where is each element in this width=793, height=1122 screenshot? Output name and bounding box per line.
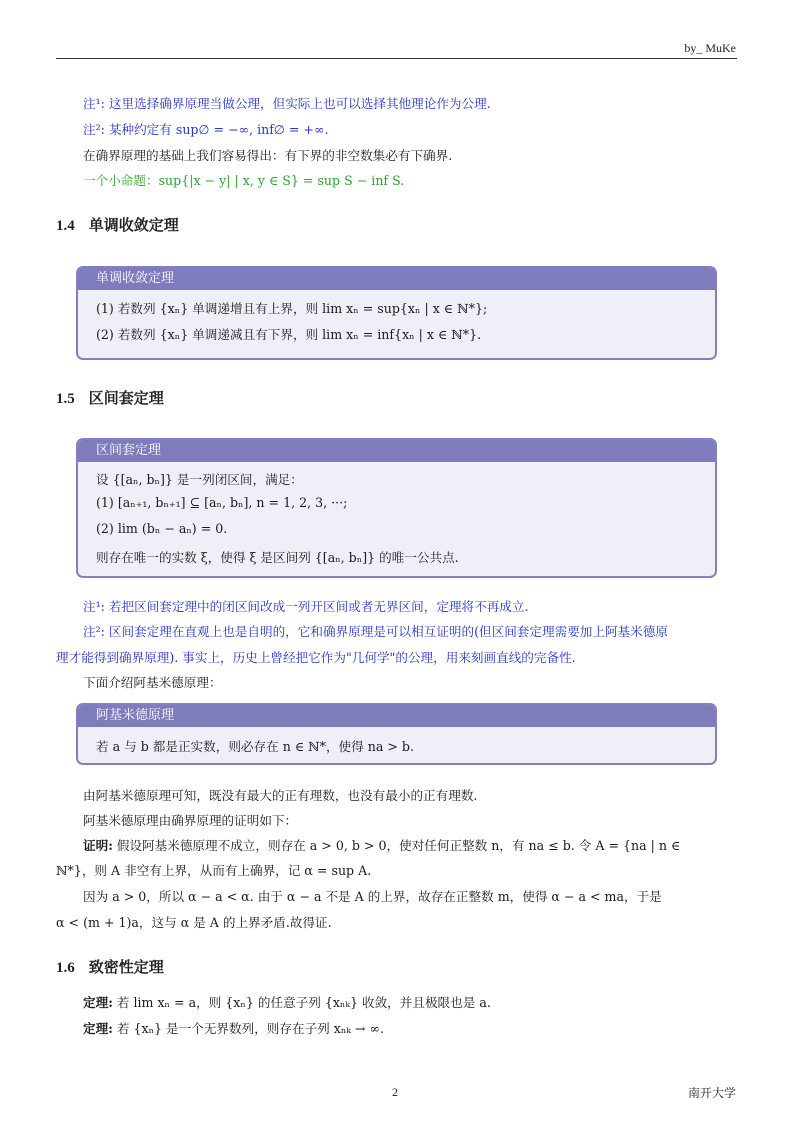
- section-heading-1-4: [56, 214, 179, 235]
- proof-line-4: α < (m + 1)a，这与 α 是 A 的上界矛盾.故得证.: [56, 915, 332, 930]
- note-1-axiom: 注¹: 这里选择确界原理当做公理，但实际上也可以选择其他理论作为公理.: [83, 96, 491, 111]
- footer-university: 南开大学: [687, 1086, 736, 1100]
- note-1-open-interval: 注¹: 若把区间套定理中的闭区间改成一列开区间或者无界区间，定理将不再成立.: [83, 599, 529, 614]
- theorem-line-1: 设 {[aₙ, bₙ]} 是一列闭区间，满足：: [96, 472, 303, 487]
- theorem-line-1: (1) 若数列 {xₙ} 单调递增且有上界，则 lim xₙ = sup{xₙ | x ∈ ℕ*};: [96, 301, 488, 316]
- theorem-box-archimedes: [76, 703, 717, 765]
- theorem-line-1: 若 a 与 b 都是正实数，则必存在 n ∈ ℕ*，使得 na > b.: [96, 739, 414, 754]
- theorem-line-3: (2) lim (bₙ − aₙ) = 0.: [96, 521, 228, 536]
- note-2-convention: 注²: 某种约定有 sup∅ = −∞, inf∅ = +∞.: [83, 122, 329, 137]
- section-number: 1.5: [56, 391, 75, 407]
- section-heading-1-5: [56, 387, 164, 408]
- theorem-text: 若 {xₙ} 是一个无界数列，则存在子列 xₙₖ → ∞.: [116, 1021, 384, 1036]
- theorem-line-2: (2) 若数列 {xₙ} 单调递减且有下界，则 lim xₙ = inf{xₙ | x ∈ ℕ*}.: [96, 327, 482, 342]
- section-number: 1.4: [56, 218, 75, 234]
- section-heading-1-6: [56, 956, 164, 977]
- theorem-box-title: 单调收敛定理: [78, 268, 715, 290]
- proof-line-2: ℕ*}，则 A 非空有上界，从而有上确界，记 α = sup A.: [56, 863, 372, 878]
- theorem-box-title: 阿基米德原理: [78, 705, 715, 727]
- text-inf-principle: 在确界原理的基础上我们容易得出：有下界的非空数集必有下确界.: [83, 148, 453, 163]
- theorem-text: 若 lim xₙ = a，则 {xₙ} 的任意子列 {xₙₖ} 收敛，并且极限也是 a.: [116, 995, 491, 1010]
- paragraph-rationals: 由阿基米德原理可知，既没有最大的正有理数，也没有最小的正有理数.: [83, 788, 478, 803]
- proof-text-1: 假设阿基米德原理不成立，则存在 a > 0, b > 0，使对任何正整数 n，有 na ≤ b. 令 A = {na | n ∈: [116, 838, 681, 853]
- header-rule: [56, 58, 737, 59]
- header-author: by_ MuKe: [684, 41, 736, 55]
- theorem-label: 定理:: [83, 1021, 113, 1036]
- section-title: 区间套定理: [88, 389, 164, 407]
- theorem-line-2: (1) [aₙ₊₁, bₙ₊₁] ⊆ [aₙ, bₙ], n = 1, 2, 3, ···;: [96, 495, 348, 510]
- section-title: 单调收敛定理: [88, 216, 179, 234]
- paragraph-proof-intro: 阿基米德原理由确界原理的证明如下：: [83, 813, 298, 828]
- small-proposition: 一个小命题：sup{|x − y| | x, y ∈ S} = sup S − inf S.: [83, 173, 405, 188]
- proof-line-1: [83, 835, 737, 854]
- theorem-label: 定理:: [83, 995, 113, 1010]
- dense-theorem-1: [83, 992, 737, 1011]
- page-number: 2: [392, 1085, 398, 1099]
- note-2-line-a: 注²: 区间套定理在直观上也是自明的，它和确界原理是可以相互证明的(但区间套定理需要加上阿基米德原: [83, 624, 668, 639]
- intro-archimedes: 下面介绍阿基米德原理：: [83, 675, 222, 690]
- section-title: 致密性定理: [88, 958, 164, 976]
- theorem-box-title: 区间套定理: [78, 440, 715, 462]
- section-number: 1.6: [56, 960, 75, 976]
- proof-line-3: 因为 a > 0，所以 α − a < α. 由于 α − a 不是 A 的上界，故存在正整数 m，使得 α − a < ma，于是: [83, 889, 662, 904]
- theorem-box-monotone: [76, 266, 717, 360]
- theorem-box-nested-intervals: [76, 438, 717, 578]
- proof-label: 证明:: [83, 838, 113, 853]
- dense-theorem-2: [83, 1018, 737, 1037]
- theorem-line-4: 则存在唯一的实数 ξ，使得 ξ 是区间列 {[aₙ, bₙ]} 的唯一公共点.: [96, 550, 459, 565]
- note-2-line-b: 理才能得到确界原理). 事实上，历史上曾经把它作为"几何学"的公理，用来刻画直线的完备性.: [56, 650, 576, 665]
